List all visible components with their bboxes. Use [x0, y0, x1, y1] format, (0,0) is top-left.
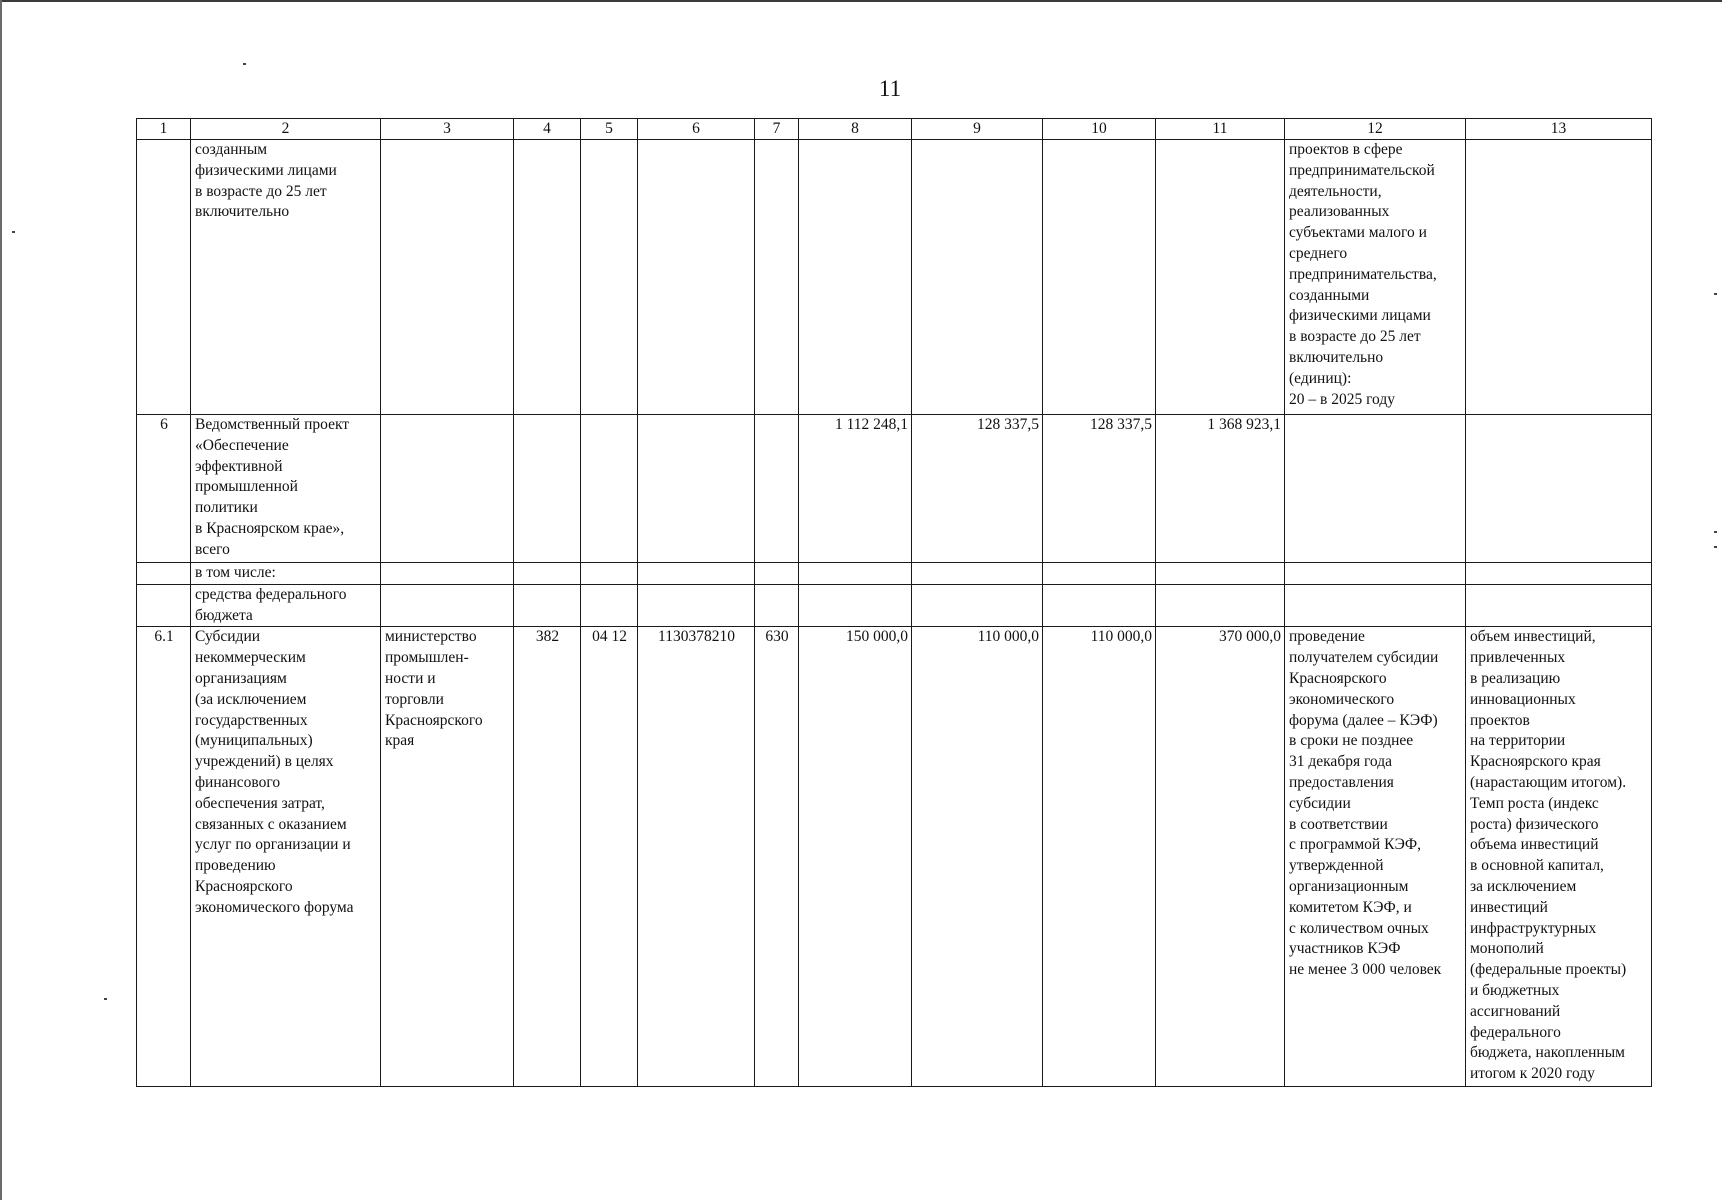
- indicator-cell: [1466, 563, 1652, 585]
- expected-result-cell: [1285, 563, 1466, 585]
- amount-cell: [799, 563, 912, 585]
- csr-cell: [638, 415, 755, 563]
- rzpr-cell: [581, 415, 638, 563]
- amount-cell: 128 337,5: [912, 415, 1043, 563]
- item-name-cell: Субсидии некоммерческим организациям (за исключением государственных (муниципальных) учреждений) в целях финансового обеспечения затрат, связанных с оказанием услуг по организации и проведению Красноярского экономического форума: [191, 627, 381, 1087]
- amount-cell: [912, 140, 1043, 415]
- scan-left-edge: [0, 0, 2, 1200]
- csr-cell: [638, 584, 755, 627]
- csr-cell: [638, 563, 755, 585]
- row-number-cell: 6: [137, 415, 191, 563]
- item-name-cell: Ведомственный проект «Обеспечение эффективной промышленной политики в Красноярском крае», всего: [191, 415, 381, 563]
- column-header: 7: [755, 119, 799, 140]
- amount-cell: [1043, 140, 1156, 415]
- executor-cell: министерство промышлен- ности и торговли Красноярского края: [381, 627, 514, 1087]
- amount-cell: 110 000,0: [1043, 627, 1156, 1087]
- indicator-cell: [1466, 140, 1652, 415]
- csr-cell: [638, 140, 755, 415]
- scan-speck: [1714, 546, 1717, 548]
- column-header: 9: [912, 119, 1043, 140]
- column-header: 13: [1466, 119, 1652, 140]
- table-row-project-6: [137, 415, 1652, 563]
- amount-cell: [799, 584, 912, 627]
- scan-speck: [12, 231, 15, 233]
- executor-cell: [381, 415, 514, 563]
- grbs-cell: [514, 584, 581, 627]
- expected-result-cell: проектов в сфере предпринимательской деятельности, реализованных субъектами малого и среднего предпринимательства, созданными физическими лицами в возрасте до 25 лет включительно (единиц): 20 – в 2025 году: [1285, 140, 1466, 415]
- table-row-6-1: [137, 627, 1652, 1087]
- item-name-cell: средства федерального бюджета: [191, 584, 381, 627]
- table-row-federal-budget: [137, 584, 1652, 627]
- page-number: 11: [878, 76, 902, 101]
- amount-cell: [912, 563, 1043, 585]
- grbs-cell: 382: [514, 627, 581, 1087]
- scan-speck: [1714, 293, 1717, 295]
- column-header: 10: [1043, 119, 1156, 140]
- grbs-cell: [514, 140, 581, 415]
- amount-cell: [1156, 584, 1285, 627]
- expected-result-cell: проведение получателем субсидии Красноярского экономического форума (далее – КЭФ) в сроки не позднее 31 декабря года предоставления субсидии в соответствии с программой КЭФ, утвержденной организационным комитетом КЭФ, и с количеством очных участников КЭФ не менее 3 000 человек: [1285, 627, 1466, 1087]
- executor-cell: [381, 563, 514, 585]
- amount-cell: 128 337,5: [1043, 415, 1156, 563]
- vr-cell: [755, 415, 799, 563]
- column-header: 11: [1156, 119, 1285, 140]
- amount-cell: [1043, 563, 1156, 585]
- column-header: 6: [638, 119, 755, 140]
- vr-cell: [755, 140, 799, 415]
- column-header: 5: [581, 119, 638, 140]
- column-header: 12: [1285, 119, 1466, 140]
- column-header: 8: [799, 119, 912, 140]
- column-header: 4: [514, 119, 581, 140]
- rzpr-cell: [581, 563, 638, 585]
- row-number-cell: [137, 563, 191, 585]
- amount-cell: 150 000,0: [799, 627, 912, 1087]
- indicator-cell: объем инвестиций, привлеченных в реализацию инновационных проектов на территории Красноярского края (нарастающим итогом). Темп роста (индекс роста) физического объема инвестиций в основной капитал, за исключением инвестиций инфраструктурных монополий (федеральные проекты) и бюджетных ассигнований федерального бюджета, накопленным итогом к 2020 году: [1466, 627, 1652, 1087]
- indicator-cell: [1466, 584, 1652, 627]
- row-number-cell: [137, 584, 191, 627]
- executor-cell: [381, 584, 514, 627]
- row-number-cell: 6.1: [137, 627, 191, 1087]
- rzpr-cell: 04 12: [581, 627, 638, 1087]
- csr-cell: 1130378210: [638, 627, 755, 1087]
- table-row-continuation: [137, 140, 1652, 415]
- amount-cell: [799, 140, 912, 415]
- expected-result-cell: [1285, 415, 1466, 563]
- column-header: 3: [381, 119, 514, 140]
- amount-cell: [1156, 140, 1285, 415]
- rzpr-cell: [581, 584, 638, 627]
- column-number-row: [137, 119, 1652, 140]
- amount-cell: 1 112 248,1: [799, 415, 912, 563]
- grbs-cell: [514, 563, 581, 585]
- amount-cell: [1156, 563, 1285, 585]
- vr-cell: [755, 563, 799, 585]
- amount-cell: [912, 584, 1043, 627]
- column-header: 1: [137, 119, 191, 140]
- table-row-including: [137, 563, 1652, 585]
- item-name-cell: созданным физическими лицами в возрасте до 25 лет включительно: [191, 140, 381, 415]
- amount-cell: 370 000,0: [1156, 627, 1285, 1087]
- vr-cell: 630: [755, 627, 799, 1087]
- column-header: 2: [191, 119, 381, 140]
- grbs-cell: [514, 415, 581, 563]
- scan-speck: [243, 63, 246, 65]
- amount-cell: 110 000,0: [912, 627, 1043, 1087]
- scan-top-edge: [0, 0, 1722, 2]
- budget-table: [136, 118, 1652, 1087]
- vr-cell: [755, 584, 799, 627]
- executor-cell: [381, 140, 514, 415]
- indicator-cell: [1466, 415, 1652, 563]
- scan-speck: [104, 998, 107, 1000]
- amount-cell: 1 368 923,1: [1156, 415, 1285, 563]
- rzpr-cell: [581, 140, 638, 415]
- amount-cell: [1043, 584, 1156, 627]
- scan-speck: [1714, 531, 1717, 533]
- row-number-cell: [137, 140, 191, 415]
- expected-result-cell: [1285, 584, 1466, 627]
- item-name-cell: в том числе:: [191, 563, 381, 585]
